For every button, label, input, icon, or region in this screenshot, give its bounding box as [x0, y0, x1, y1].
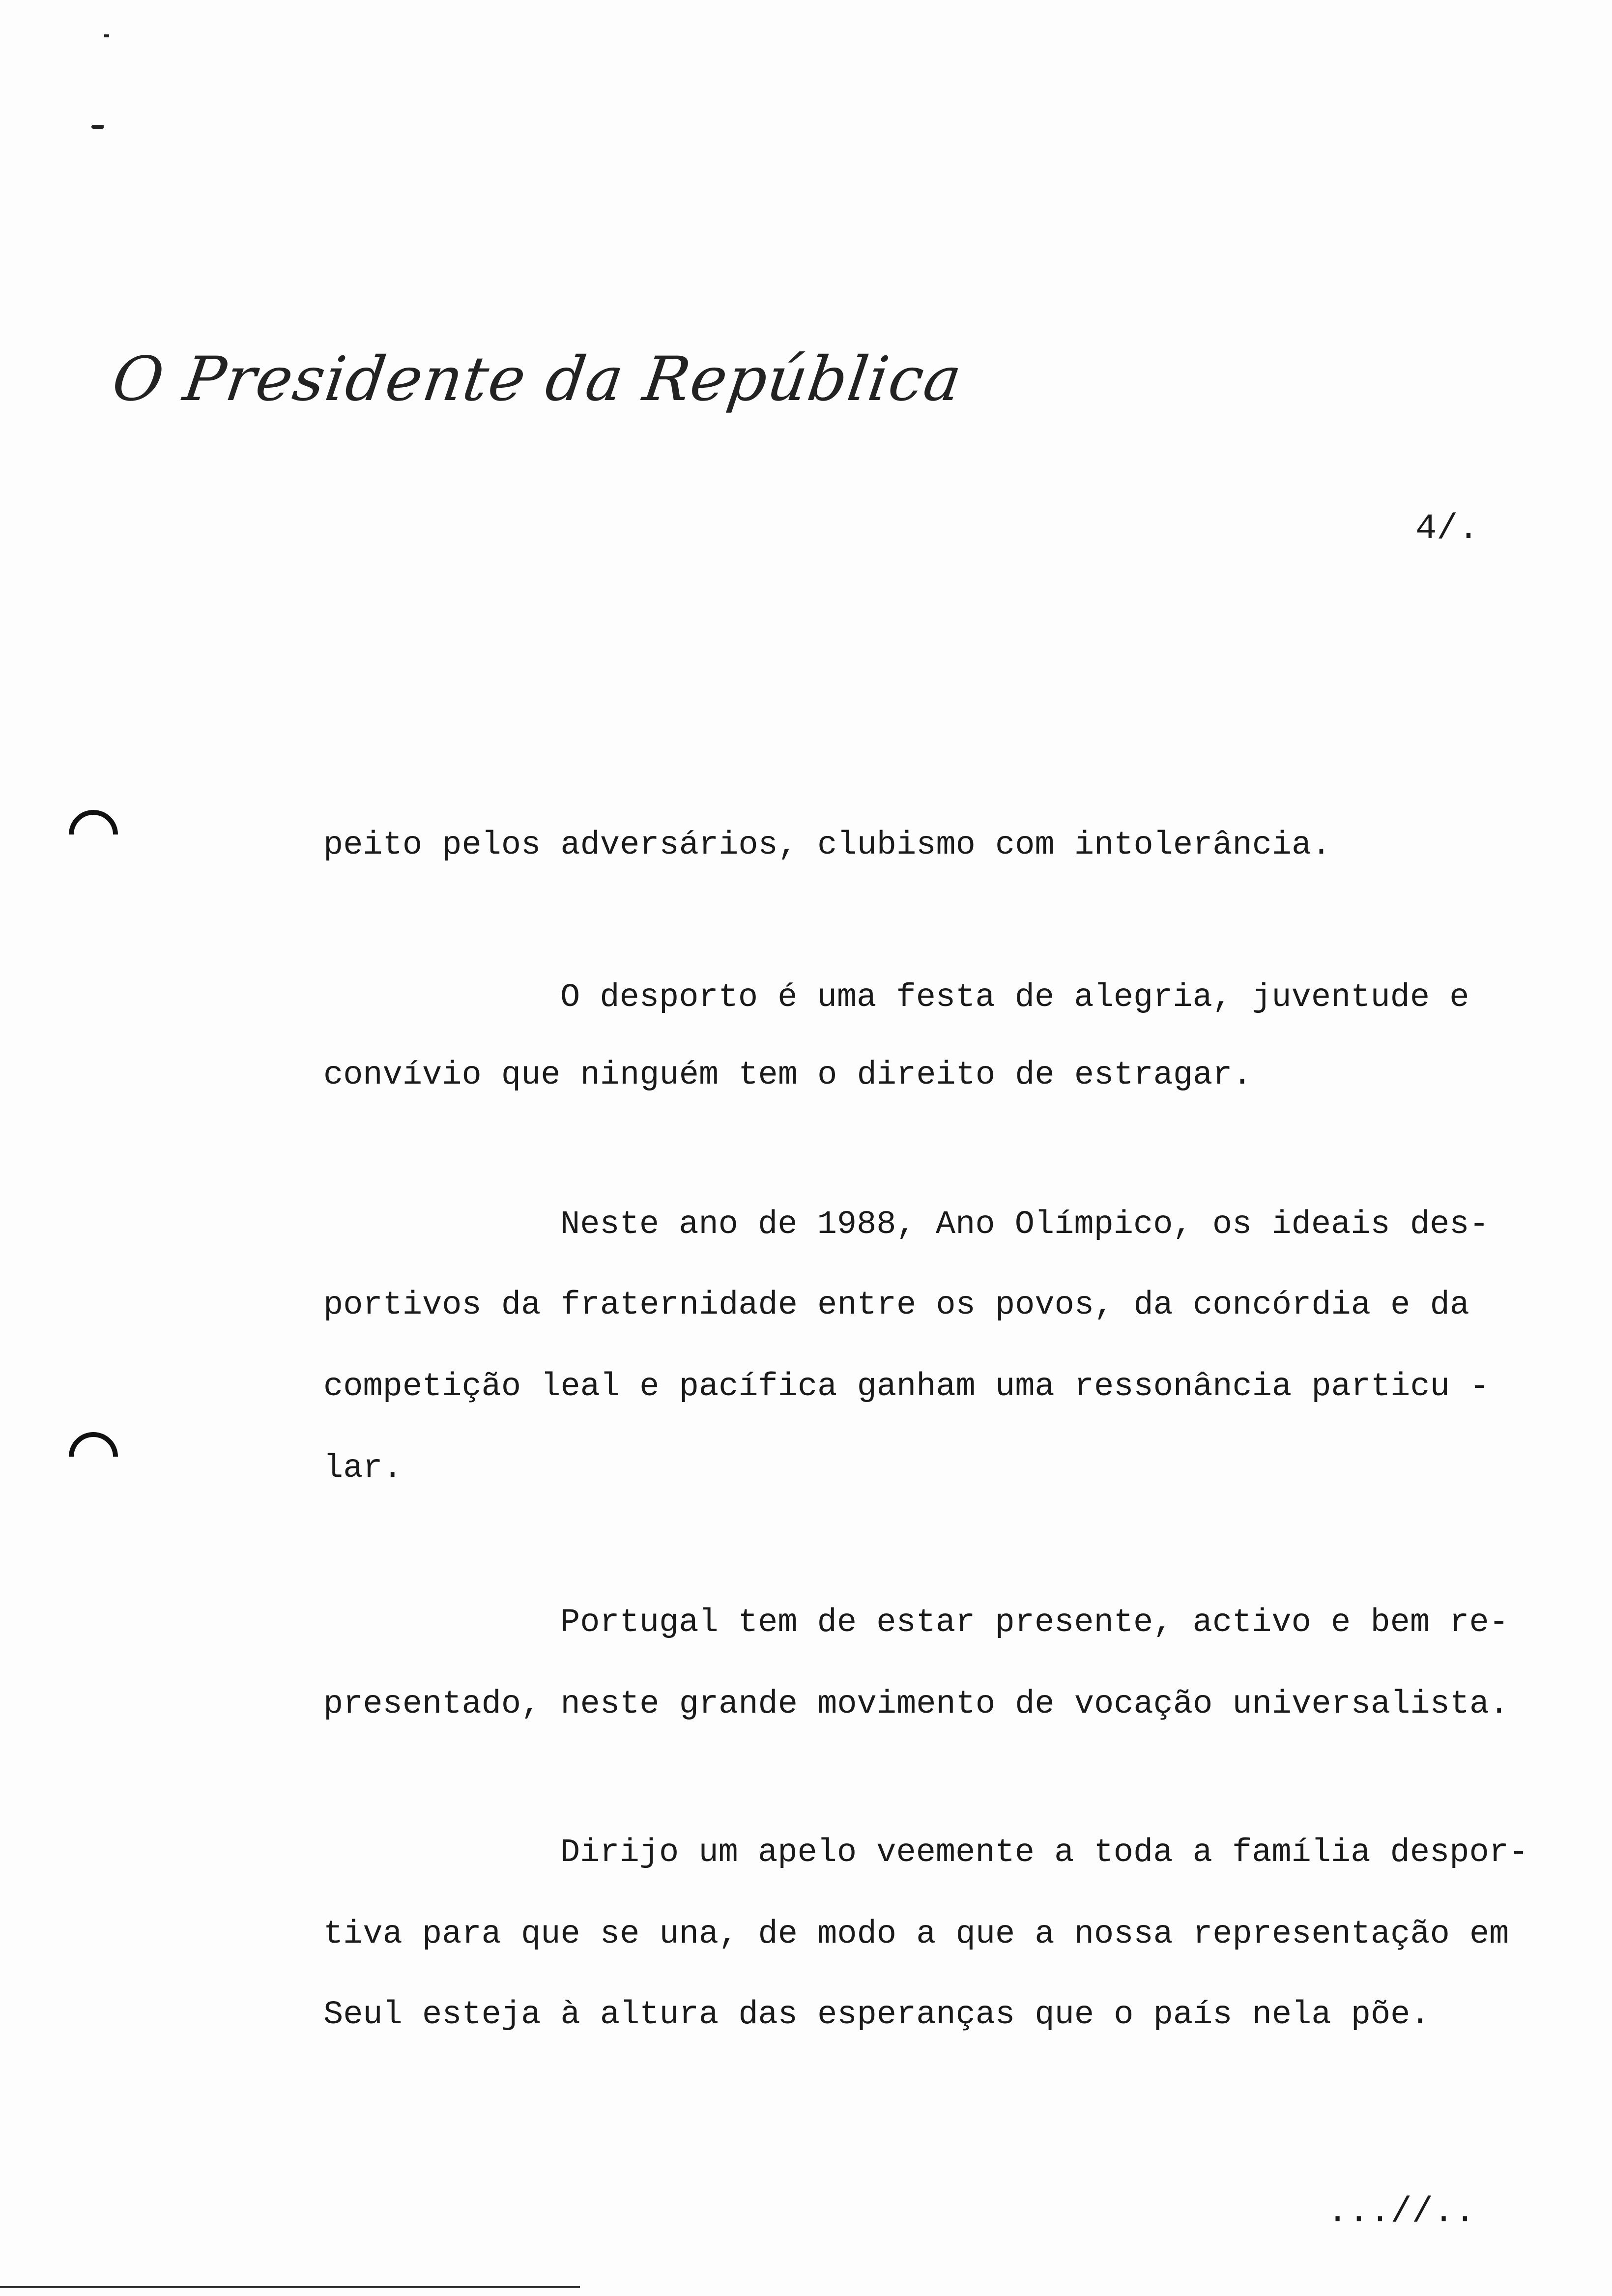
body-line: peito pelos adversários, clubismo com intolerância.: [323, 827, 1331, 864]
continuation-mark: ...//..: [1327, 2192, 1476, 2232]
page-number: 4/.: [1415, 509, 1479, 549]
body-line: competição leal e pacífica ganham uma ressonância particu -: [323, 1368, 1490, 1406]
body-line: tiva para que se una, de modo a que a nossa representação em: [323, 1916, 1509, 1953]
body-line: portivos da fraternidade entre os povos, da concórdia e da: [323, 1287, 1469, 1324]
body-line: Dirijo um apelo veemente a toda a família despor-: [560, 1834, 1529, 1871]
letterhead-title: O Presidente da República: [108, 344, 967, 415]
body-line: Portugal tem de estar presente, activo e bem re-: [560, 1604, 1509, 1641]
body-line: convívio que ninguém tem o direito de estragar.: [323, 1057, 1252, 1094]
scan-mark: [104, 34, 109, 37]
body-line: Seul esteja à altura das esperanças que o país nela põe.: [323, 1996, 1430, 2034]
body-line: Neste ano de 1988, Ano Olímpico, os ideais des-: [560, 1206, 1489, 1243]
scan-mark: [91, 125, 104, 129]
body-line: lar.: [323, 1450, 403, 1487]
punch-hole-icon: [58, 1422, 128, 1491]
bottom-rule: [0, 2286, 580, 2288]
body-line: presentado, neste grande movimento de vocação universalista.: [323, 1686, 1509, 1723]
punch-hole-icon: [58, 800, 128, 869]
body-line: O desporto é uma festa de alegria, juventude e: [560, 979, 1469, 1016]
